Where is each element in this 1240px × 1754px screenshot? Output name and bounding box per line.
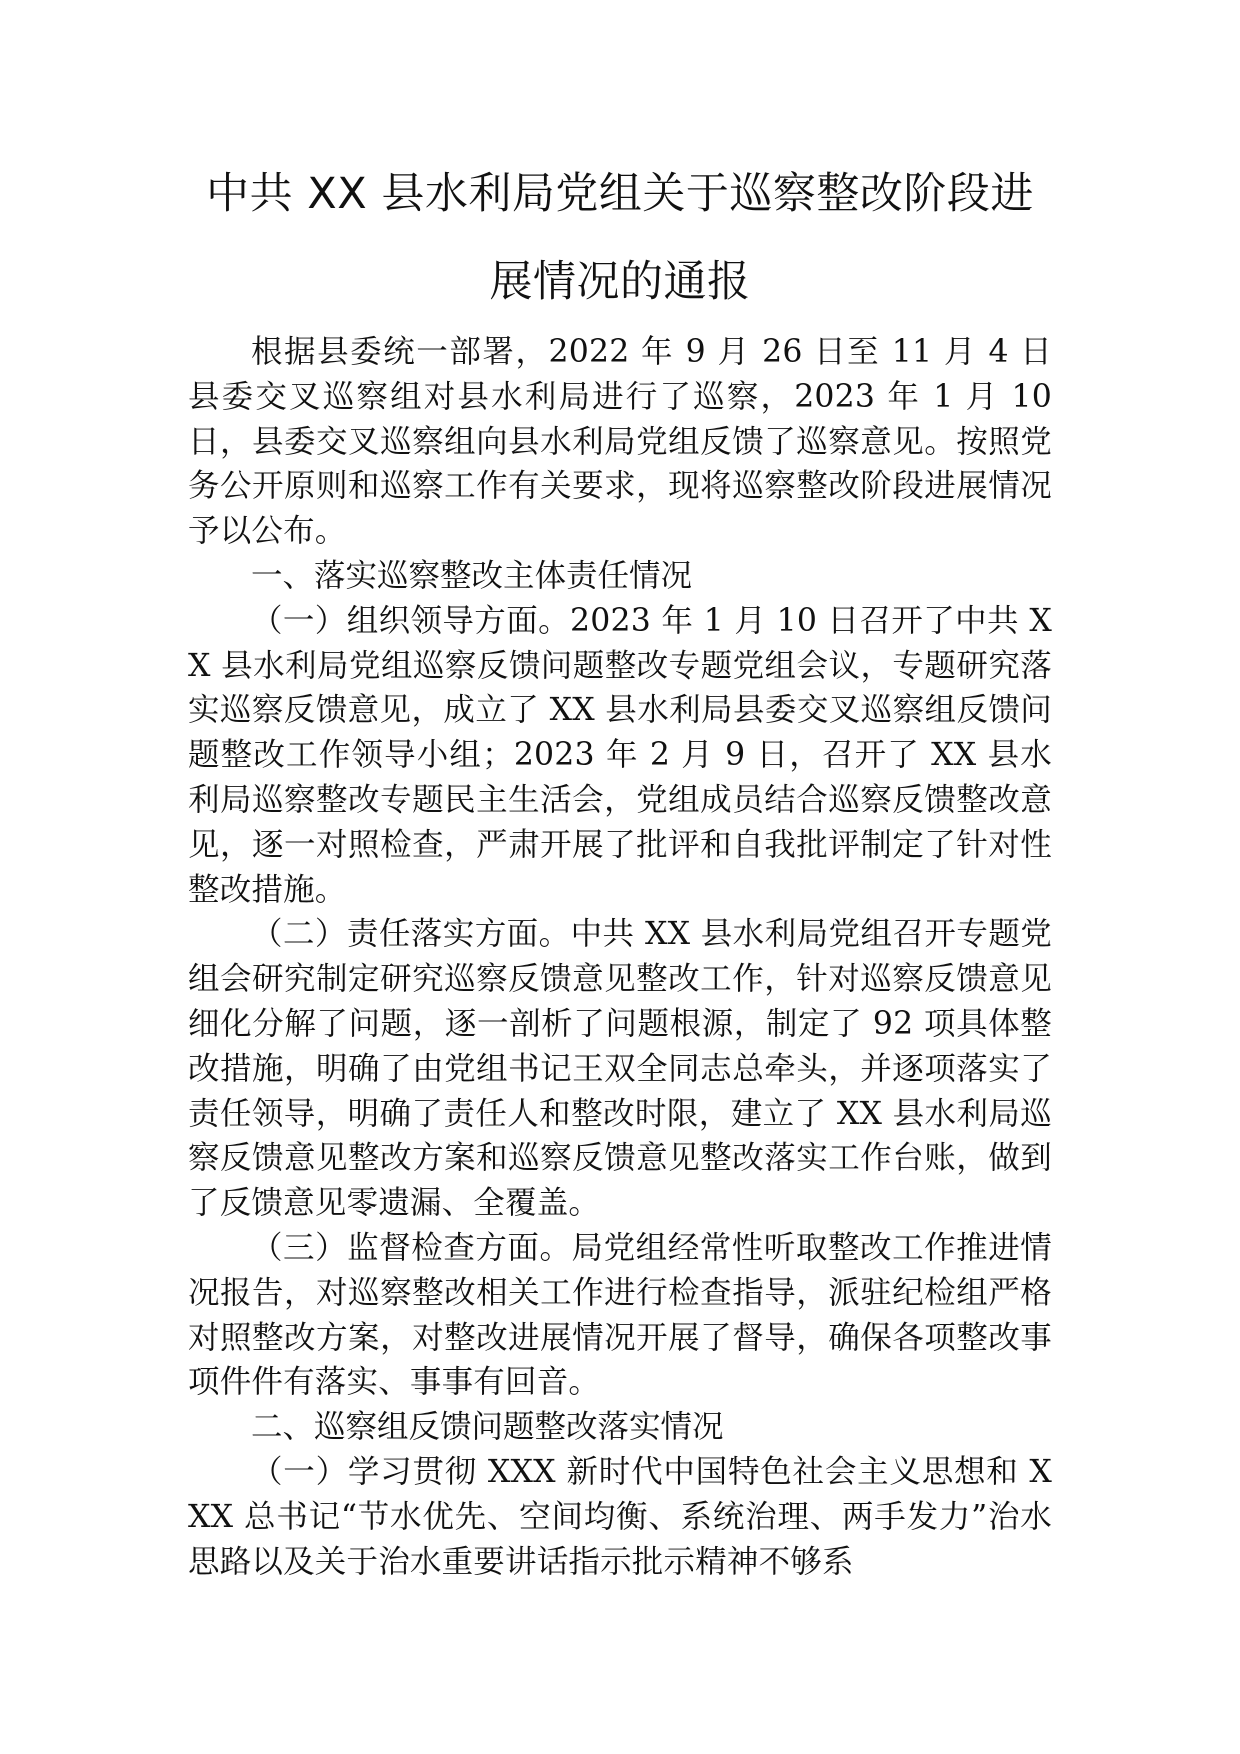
section-heading-2: 二、巡察组反馈问题整改落实情况 [251, 1409, 724, 1446]
paragraph-study-implementation: （一）学习贯彻 XXX 新时代中国特色社会主义思想和 XXX 总书记“节水优先、空间均衡、系统治理、两手发力”治水思路以及关于治水重要讲话指示批示精神不够系 [188, 1453, 1052, 1580]
paragraph-supervision: （三）监督检查方面。局党组经常性听取整改工作推进情况报告，对巡察整改相关工作进行检查指导，派驻纪检组严格对照整改方案，对整改进展情况开展了督导，确保各项整改事项件件有落实、事事有回音。 [188, 1229, 1052, 1401]
paragraph-responsibility: （二）责任落实方面。中共 XX 县水利局党组召开专题党组会研究制定研究巡察反馈意见整改工作，针对巡察反馈意见细化分解了问题，逐一剖析了问题根源，制定了 92 项具体整改措施，明确了由党组书记王双全同志总牵头，并逐项落实了责任领导，明确了责任人和整改时限，建立了 XX 县水利局巡察反馈意见整改方案和巡察反馈意见整改落实工作台账，做到了反馈意见零遗漏、全覆盖。 [188, 916, 1052, 1222]
section-heading-1: 一、落实巡察整改主体责任情况 [251, 557, 693, 594]
title-line-1: 中共 XX 县水利局党组关于巡察整改阶段进 [206, 169, 1034, 219]
paragraph-organization-leadership: （一）组织领导方面。2023 年 1 月 10 日召开了中共 XX 县水利局党组巡察反馈问题整改专题党组会议，专题研究落实巡察反馈意见，成立了 XX 县水利局县委交叉巡察组反馈问题整改工作领导小组；2023 年 2 月 9 日，召开了 XX 县水利局巡察整改专题民主生活会，党组成员结合巡察反馈整改意见，逐一对照检查，严肃开展了批评和自我批评制定了针对性整改措施。 [188, 602, 1052, 908]
title-line-2: 展情况的通报 [489, 257, 751, 307]
document-page [188, 150, 1052, 1584]
intro-paragraph: 根据县委统一部署，2022 年 9 月 26 日至 11 月 4 日县委交叉巡察组对县水利局进行了巡察，2023 年 1 月 10 日，县委交叉巡察组向县水利局党组反馈了巡察意见。按照党务公开原则和巡察工作有关要求，现将巡察整改阶段进展情况予以公布。 [188, 334, 1052, 550]
document-title [188, 150, 1052, 326]
document-body [188, 330, 1052, 1584]
